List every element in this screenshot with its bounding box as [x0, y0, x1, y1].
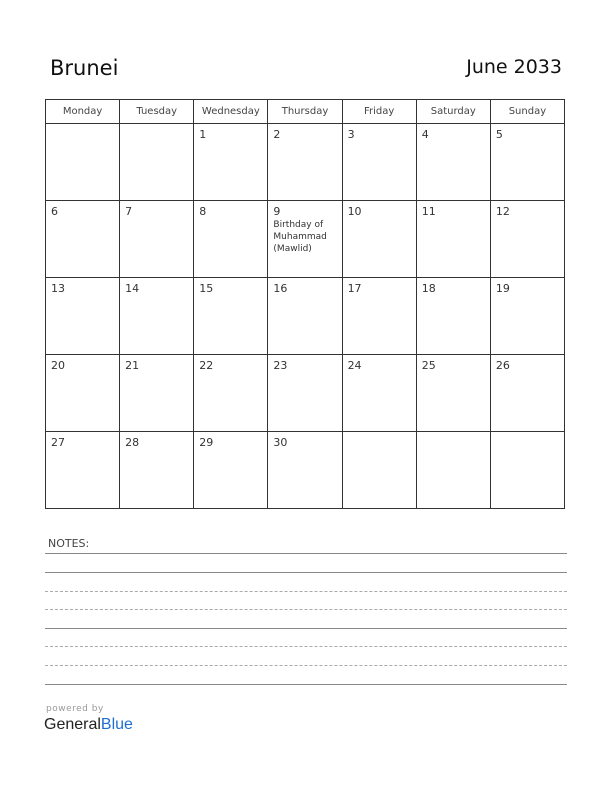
day-number: 27	[51, 436, 65, 449]
day-cell	[490, 278, 564, 355]
day-number: 14	[125, 282, 140, 295]
day-number	[417, 432, 490, 436]
day-number	[491, 432, 564, 436]
week-row	[46, 278, 565, 355]
day-cell	[46, 355, 120, 432]
day-number: 22	[199, 359, 214, 372]
day-number: 21	[125, 359, 140, 372]
generalblue-logo[interactable]	[44, 716, 133, 734]
weekday-saturday: Saturday	[416, 100, 490, 124]
day-number: 5	[495, 128, 503, 141]
day-number	[46, 124, 119, 128]
day-cell	[416, 201, 490, 278]
day-cell	[416, 124, 490, 201]
brand-first: General	[44, 716, 101, 733]
week-row	[46, 201, 565, 278]
month-title: June 2033	[466, 56, 562, 78]
weekday-wednesday: Wednesday	[194, 100, 268, 124]
day-cell	[342, 355, 416, 432]
day-number: 29	[199, 436, 214, 449]
day-number: 1	[199, 128, 207, 141]
day-number: 8	[199, 205, 207, 218]
day-number	[343, 432, 416, 436]
day-number: 6	[51, 205, 58, 218]
day-number: 12	[495, 205, 510, 218]
day-cell	[268, 355, 342, 432]
notes-line	[45, 646, 567, 647]
day-number: 11	[421, 205, 436, 218]
day-cell	[46, 201, 120, 278]
day-cell	[490, 355, 564, 432]
day-number: 2	[273, 128, 281, 141]
holiday-event: Birthday of Muhammad (Mawlid)	[273, 220, 327, 254]
notes-line	[45, 572, 567, 573]
day-cell	[46, 278, 120, 355]
weekday-thursday: Thursday	[268, 100, 342, 124]
day-cell	[268, 432, 342, 509]
day-number: 25	[421, 359, 436, 372]
day-number: 26	[495, 359, 510, 372]
day-cell	[194, 355, 268, 432]
country-title: Brunei	[50, 56, 119, 80]
notes-line	[45, 665, 567, 666]
day-number: 4	[421, 128, 429, 141]
day-number: 16	[273, 282, 288, 295]
day-cell	[490, 124, 564, 201]
day-cell	[120, 278, 194, 355]
day-number: 7	[125, 205, 133, 218]
day-number: 15	[199, 282, 214, 295]
day-number: 3	[347, 128, 355, 141]
day-cell	[46, 432, 120, 509]
day-cell	[120, 124, 194, 201]
day-cell	[194, 124, 268, 201]
day-cell	[416, 432, 490, 509]
day-cell	[342, 201, 416, 278]
weekday-monday: Monday	[46, 100, 120, 124]
weekday-sunday: Sunday	[490, 100, 564, 124]
day-cell	[416, 278, 490, 355]
day-cell	[342, 124, 416, 201]
day-number	[120, 124, 193, 128]
notes-line	[45, 609, 567, 610]
week-row	[46, 124, 565, 201]
day-number: 19	[495, 282, 510, 295]
day-cell	[268, 124, 342, 201]
notes-label: NOTES:	[48, 537, 90, 550]
brand-second: Blue	[100, 716, 133, 733]
day-cell	[120, 432, 194, 509]
day-cell	[490, 432, 564, 509]
week-row	[46, 432, 565, 509]
day-cell	[194, 278, 268, 355]
day-number: 10	[347, 205, 362, 218]
day-cell	[268, 201, 342, 278]
day-cell	[194, 432, 268, 509]
day-number: 13	[51, 282, 65, 295]
weekday-tuesday: Tuesday	[120, 100, 194, 124]
day-cell	[46, 124, 120, 201]
week-row	[46, 355, 565, 432]
day-number: 18	[421, 282, 436, 295]
day-cell	[120, 201, 194, 278]
notes-line	[45, 684, 567, 685]
notes-line	[45, 628, 567, 629]
weekday-friday: Friday	[342, 100, 416, 124]
day-cell	[120, 355, 194, 432]
day-cell	[342, 278, 416, 355]
day-number: 17	[347, 282, 362, 295]
day-cell	[268, 278, 342, 355]
day-cell	[416, 355, 490, 432]
day-cell	[194, 201, 268, 278]
day-cell	[342, 432, 416, 509]
day-number: 28	[125, 436, 140, 449]
day-number: 23	[273, 359, 288, 372]
day-number: 20	[51, 359, 65, 372]
powered-by-text: powered by	[46, 704, 104, 714]
notes-line	[45, 591, 567, 592]
day-cell	[490, 201, 564, 278]
notes-line	[45, 553, 567, 554]
day-number: 30	[273, 436, 288, 449]
day-number: 9	[273, 205, 281, 218]
weekday-header-row	[46, 100, 565, 124]
day-number: 24	[347, 359, 362, 372]
calendar-grid	[45, 99, 565, 509]
